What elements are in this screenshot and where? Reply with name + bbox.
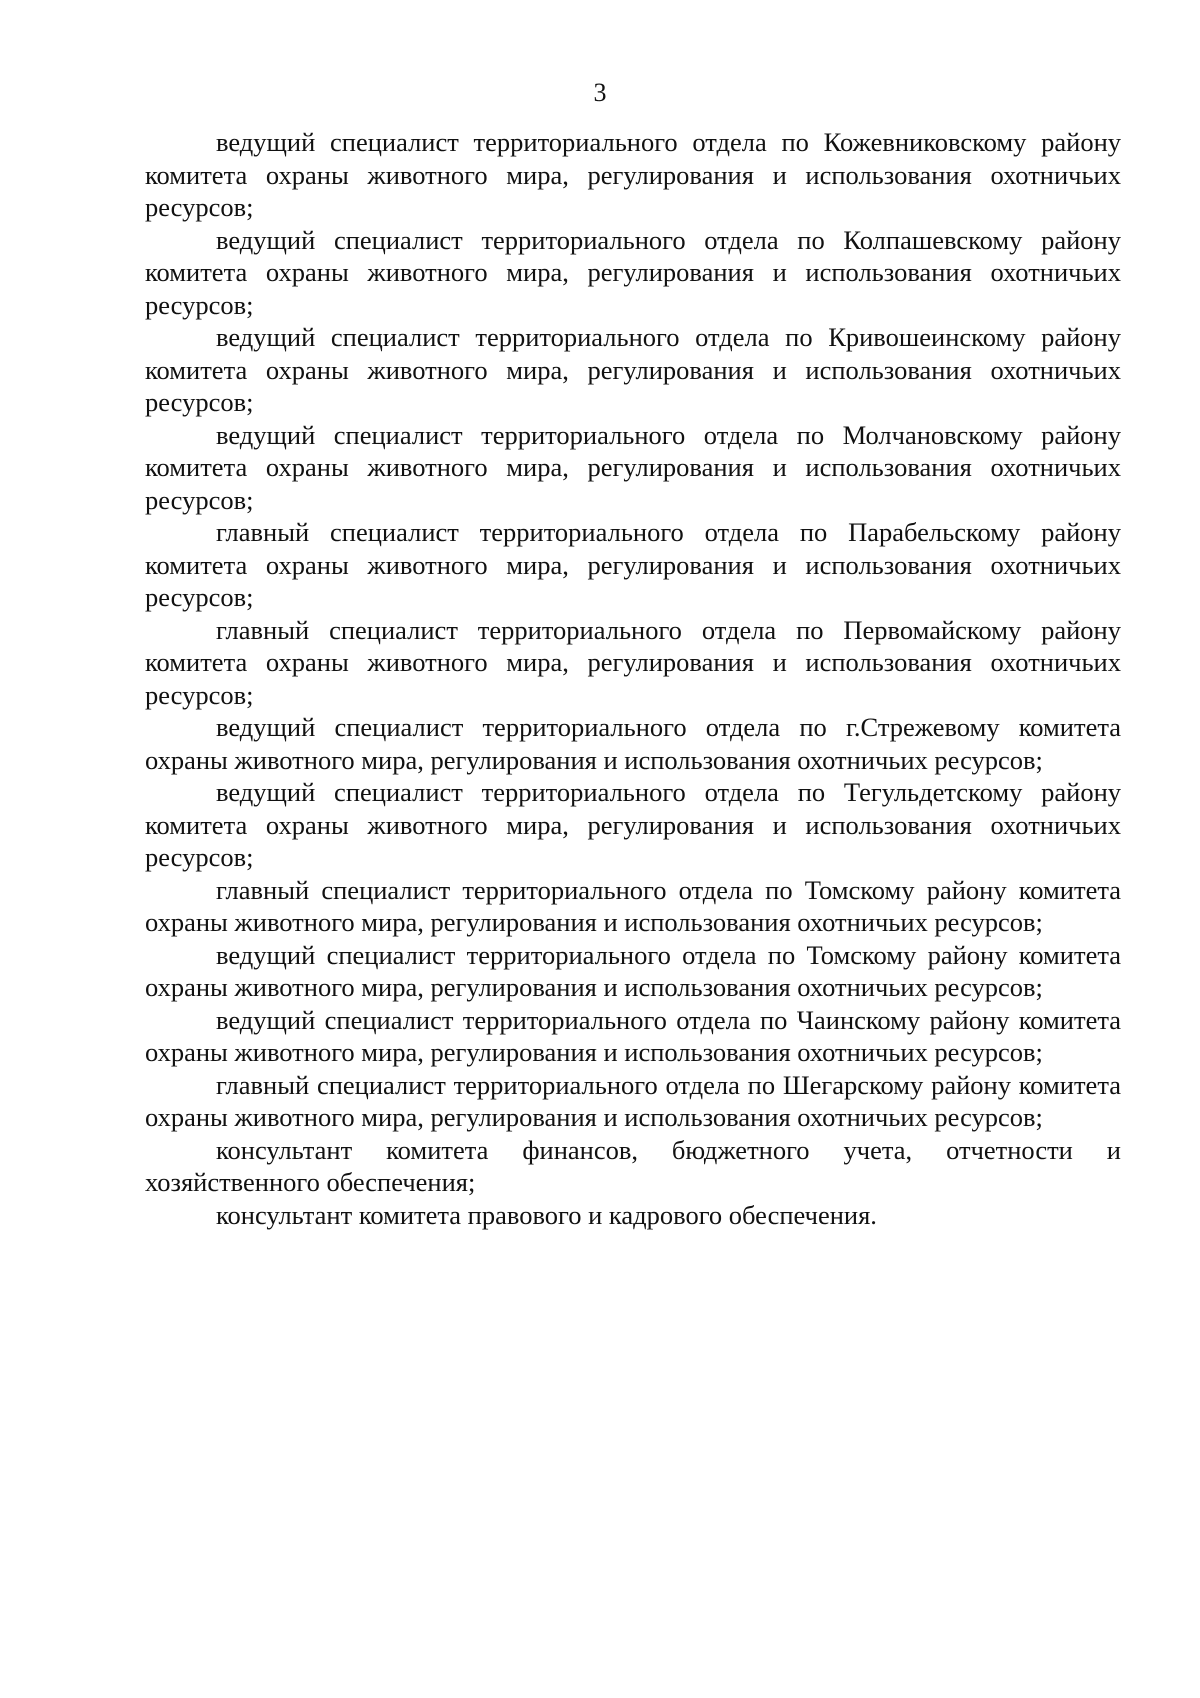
page-number: 3 <box>593 78 607 107</box>
document-body <box>145 126 1121 1231</box>
paragraph-parabelsky-district: главный специалист территориального отдела по Парабельскому району комитета охраны животного мира, регулирования и использования охотничьих ресурсов; <box>145 517 1121 612</box>
paragraph-kozhevnikovsky-district: ведущий специалист территориального отдела по Кожевниковскому району комитета охраны животного мира, регулирования и использования охотничьих ресурсов; <box>145 127 1121 222</box>
paragraph-tomsky-district-chief: главный специалист территориального отдела по Томскому району комитета охраны животного мира, регулирования и использования охотничьих ресурсов; <box>145 874 1121 937</box>
paragraph-molchanovsky-district: ведущий специалист территориального отдела по Молчановскому району комитета охраны животного мира, регулирования и использования охотничьих ресурсов; <box>145 419 1121 515</box>
paragraph-strezhevoy-city: ведущий специалист территориального отдела по г.Стрежевому комитета охраны животного мира, регулирования и использования охотничьих ресурсов; <box>145 712 1121 775</box>
paragraph-finance-consultant: консультант комитета финансов, бюджетного учета, отчетности и хозяйственного обеспечения; <box>145 1134 1121 1197</box>
paragraph-teguldetsky-district: ведущий специалист территориального отдела по Тегульдетскому району комитета охраны животного мира, регулирования и использования охотничьих ресурсов; <box>145 777 1121 872</box>
paragraph-chainsky-district: ведущий специалист территориального отдела по Чаинскому району комитета охраны животного мира, регулирования и использования охотничьих ресурсов; <box>145 1004 1121 1067</box>
paragraph-tomsky-district-lead: ведущий специалист территориального отдела по Томскому району комитета охраны животного мира, регулирования и использования охотничьих ресурсов; <box>145 939 1121 1002</box>
paragraph-legal-consultant: консультант комитета правового и кадрового обеспечения. <box>216 1199 877 1230</box>
paragraph-krivosheinsky-district: ведущий специалист территориального отдела по Кривошеинскому району комитета охраны животного мира, регулирования и использования охотничьих ресурсов; <box>145 322 1121 417</box>
paragraph-kolpashevsky-district: ведущий специалист территориального отдела по Колпашевскому району комитета охраны животного мира, регулирования и использования охотничьих ресурсов; <box>145 224 1121 320</box>
paragraph-shegarsky-district: главный специалист территориального отдела по Шегарскому району комитета охраны животного мира, регулирования и использования охотничьих ресурсов; <box>145 1069 1121 1132</box>
paragraph-pervomaisky-district: главный специалист территориального отдела по Первомайскому району комитета охраны животного мира, регулирования и использования охотничьих ресурсов; <box>145 614 1121 710</box>
